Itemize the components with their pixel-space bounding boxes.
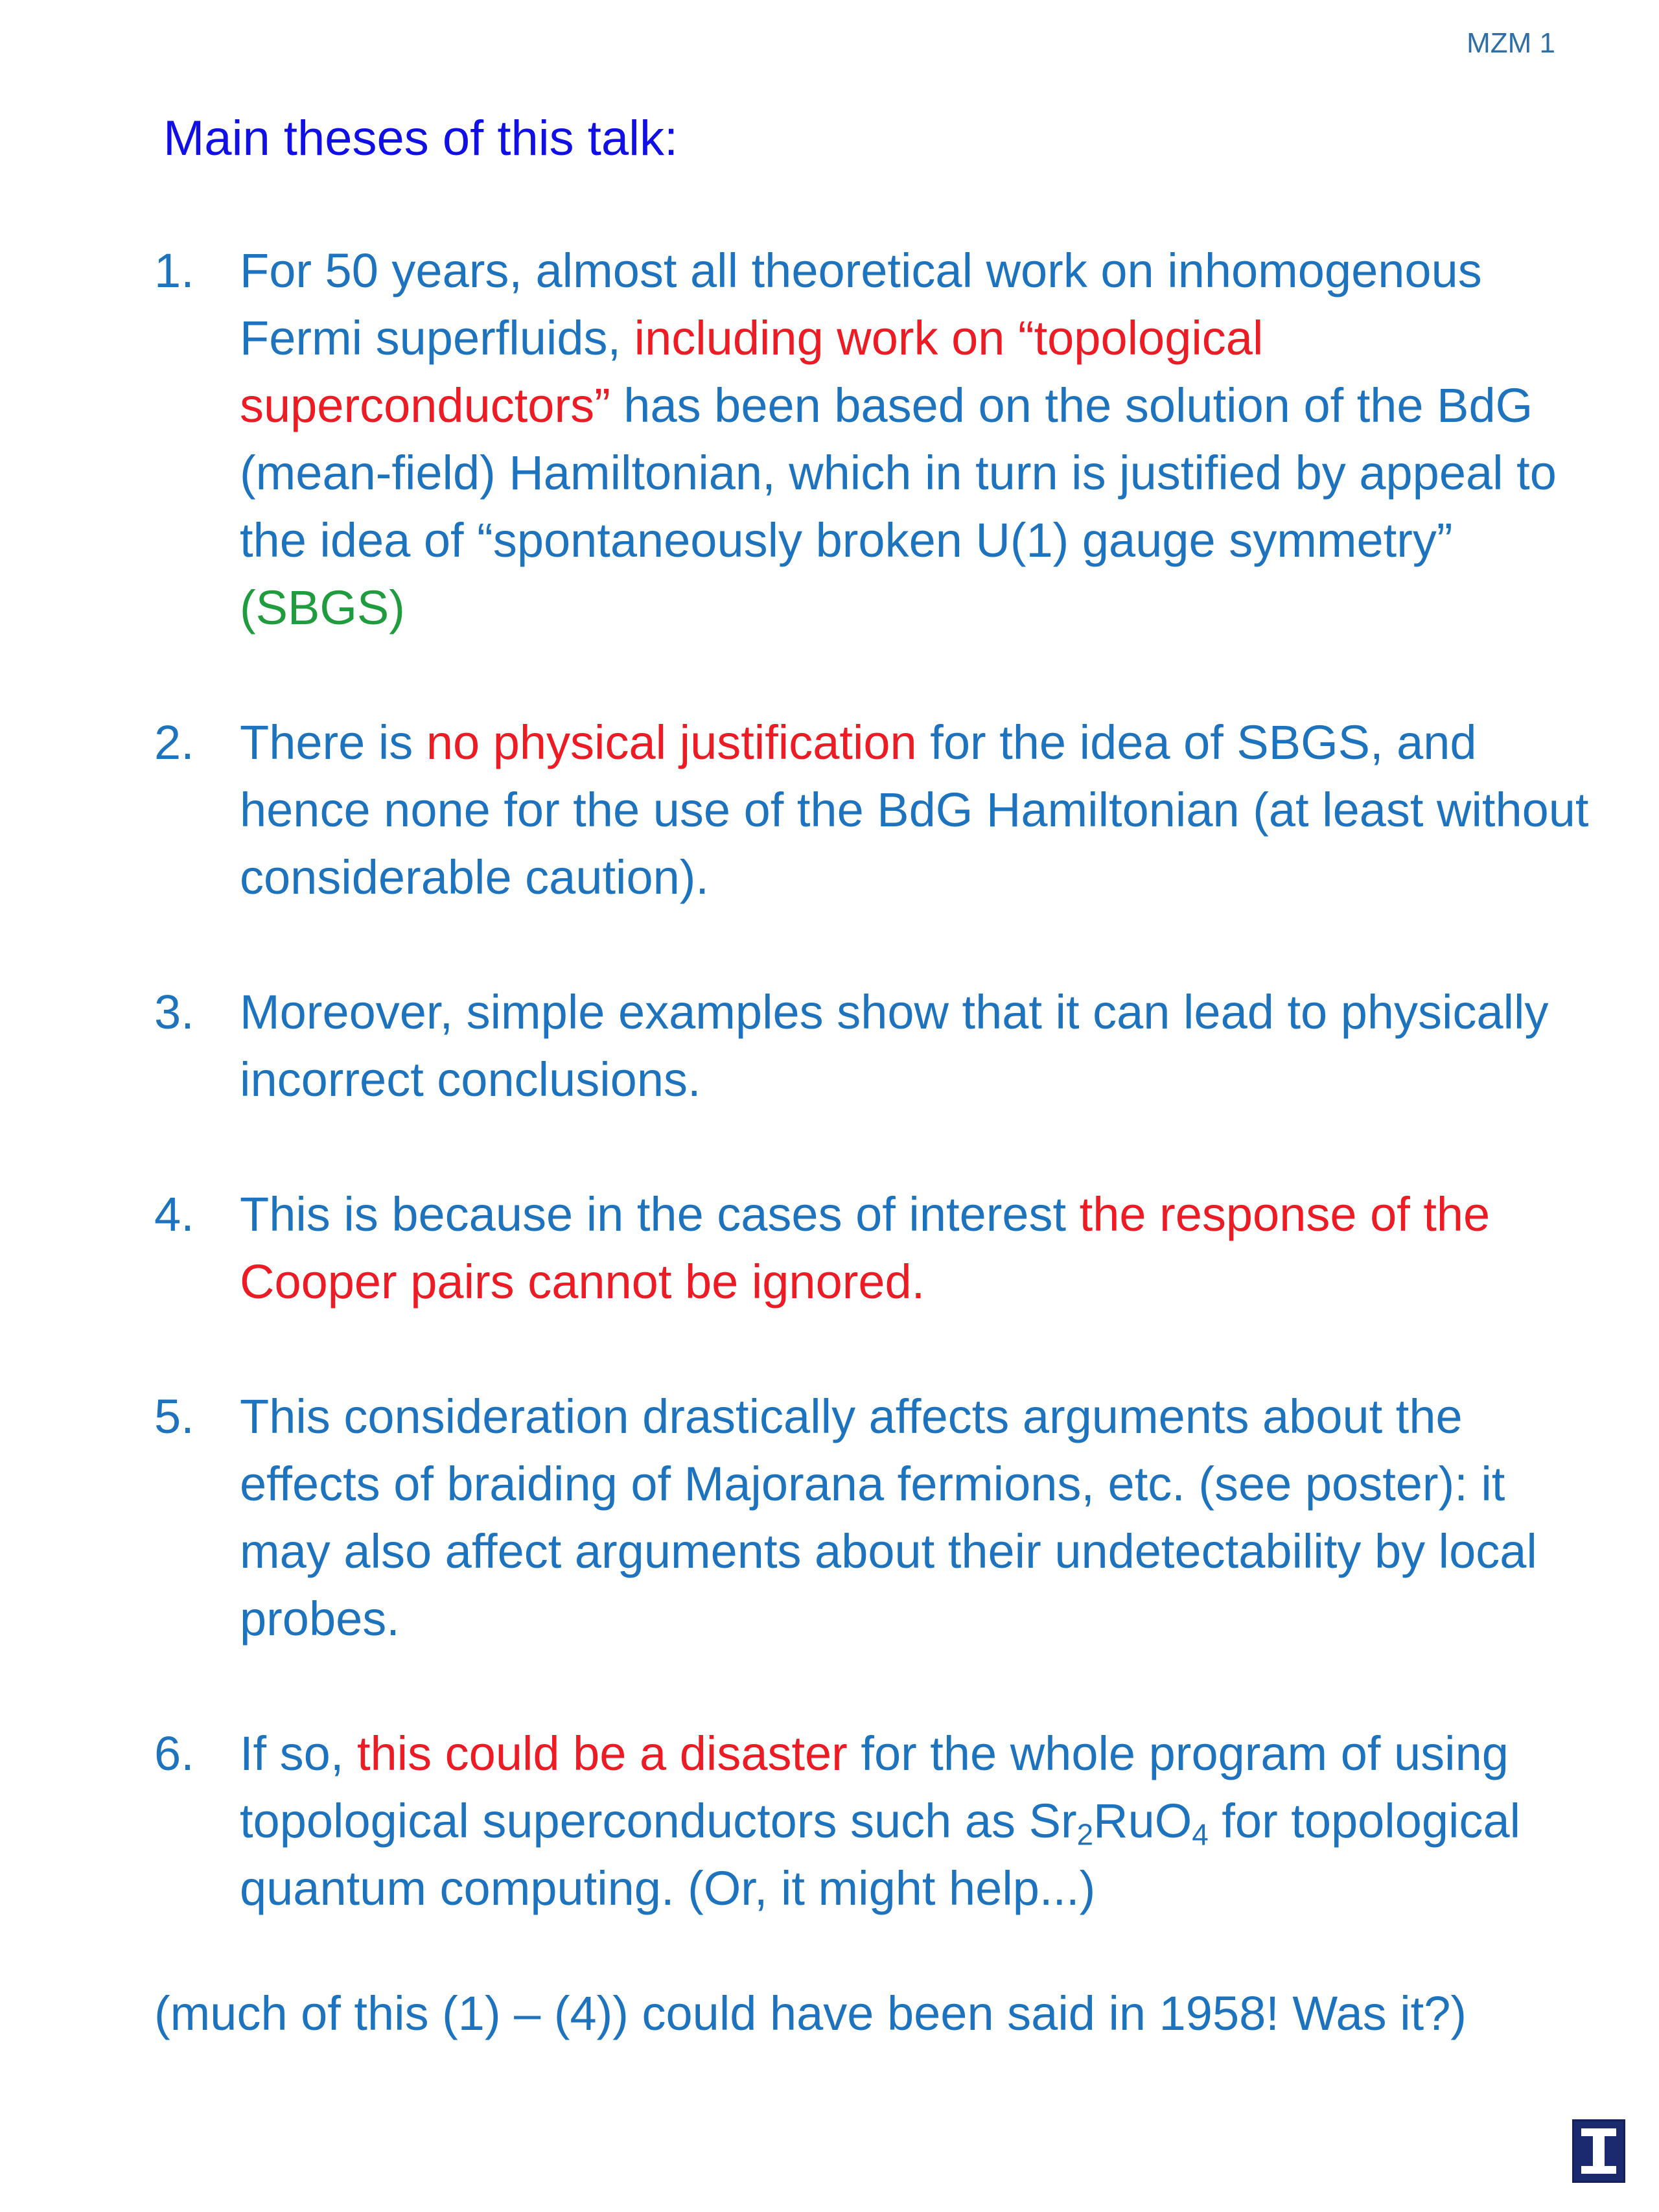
thesis-text: This consideration drastically affects arguments about the effects of braiding of Majorana fermions, etc. (see poster): it may also affect arguments about their undetectability by local probes.	[240, 1390, 1537, 1646]
thesis-acronym: (SBGS)	[240, 581, 405, 634]
thesis-number: 1.	[154, 244, 194, 297]
thesis-number: 5.	[154, 1390, 194, 1443]
formula-subscript: 4	[1192, 1817, 1209, 1852]
thesis-text: for the whole program of using topological superconductors such as	[240, 1727, 1509, 1848]
thesis-number: 6.	[154, 1727, 194, 1780]
formula-part: Sr	[1028, 1794, 1077, 1848]
chemical-formula	[1028, 1794, 1209, 1852]
formula-part: RuO	[1093, 1794, 1192, 1848]
theses-list	[154, 237, 1606, 1922]
thesis-emphasis: including work on “topological superconductors”	[240, 311, 1264, 432]
slide-title: Main theses of this talk:	[163, 111, 679, 166]
thesis-emphasis: this could be a disaster	[356, 1727, 848, 1780]
thesis-number: 2.	[154, 716, 194, 769]
thesis-text: has been based on the solution of the BdG (mean-field) Hamiltonian, which in turn is justified by appeal to the idea of “spontaneously broken U(1) gauge symmetry”	[240, 378, 1557, 567]
thesis-emphasis: no physical justification	[426, 716, 917, 769]
thesis-text: Moreover, simple examples show that it can lead to physically incorrect conclusions.	[240, 985, 1549, 1106]
university-block-i-logo-icon	[1572, 2119, 1625, 2183]
thesis-emphasis: the response of the Cooper pairs cannot be ignored.	[240, 1187, 1491, 1309]
thesis-4	[154, 1181, 1606, 1316]
thesis-text: for the idea of SBGS, and hence none for the use of the BdG Hamiltonian (at least without considerable caution).	[240, 716, 1589, 904]
slide-id: MZM 1	[1467, 27, 1555, 59]
thesis-5	[154, 1383, 1606, 1653]
thesis-3	[154, 979, 1606, 1113]
thesis-text: If so,	[240, 1727, 357, 1780]
thesis-1	[154, 237, 1606, 642]
thesis-text: for topological quantum computing. (Or, it might help...)	[240, 1794, 1521, 1915]
thesis-text: For 50 years, almost all theoretical work on inhomogenous Fermi superfluids,	[240, 244, 1482, 365]
thesis-2	[154, 709, 1606, 911]
logo-bar-bottom	[1581, 2166, 1616, 2174]
thesis-6	[154, 1720, 1606, 1922]
closing-remark: (much of this (1) – (4)) could have been said in 1958! Was it?)	[154, 1986, 1467, 2040]
formula-subscript: 2	[1076, 1817, 1094, 1852]
thesis-number: 4.	[154, 1187, 194, 1241]
thesis-text: This is because in the cases of interest	[240, 1187, 1080, 1241]
thesis-text: There is	[240, 716, 426, 769]
thesis-number: 3.	[154, 985, 194, 1039]
logo-glyph	[1581, 2128, 1616, 2174]
